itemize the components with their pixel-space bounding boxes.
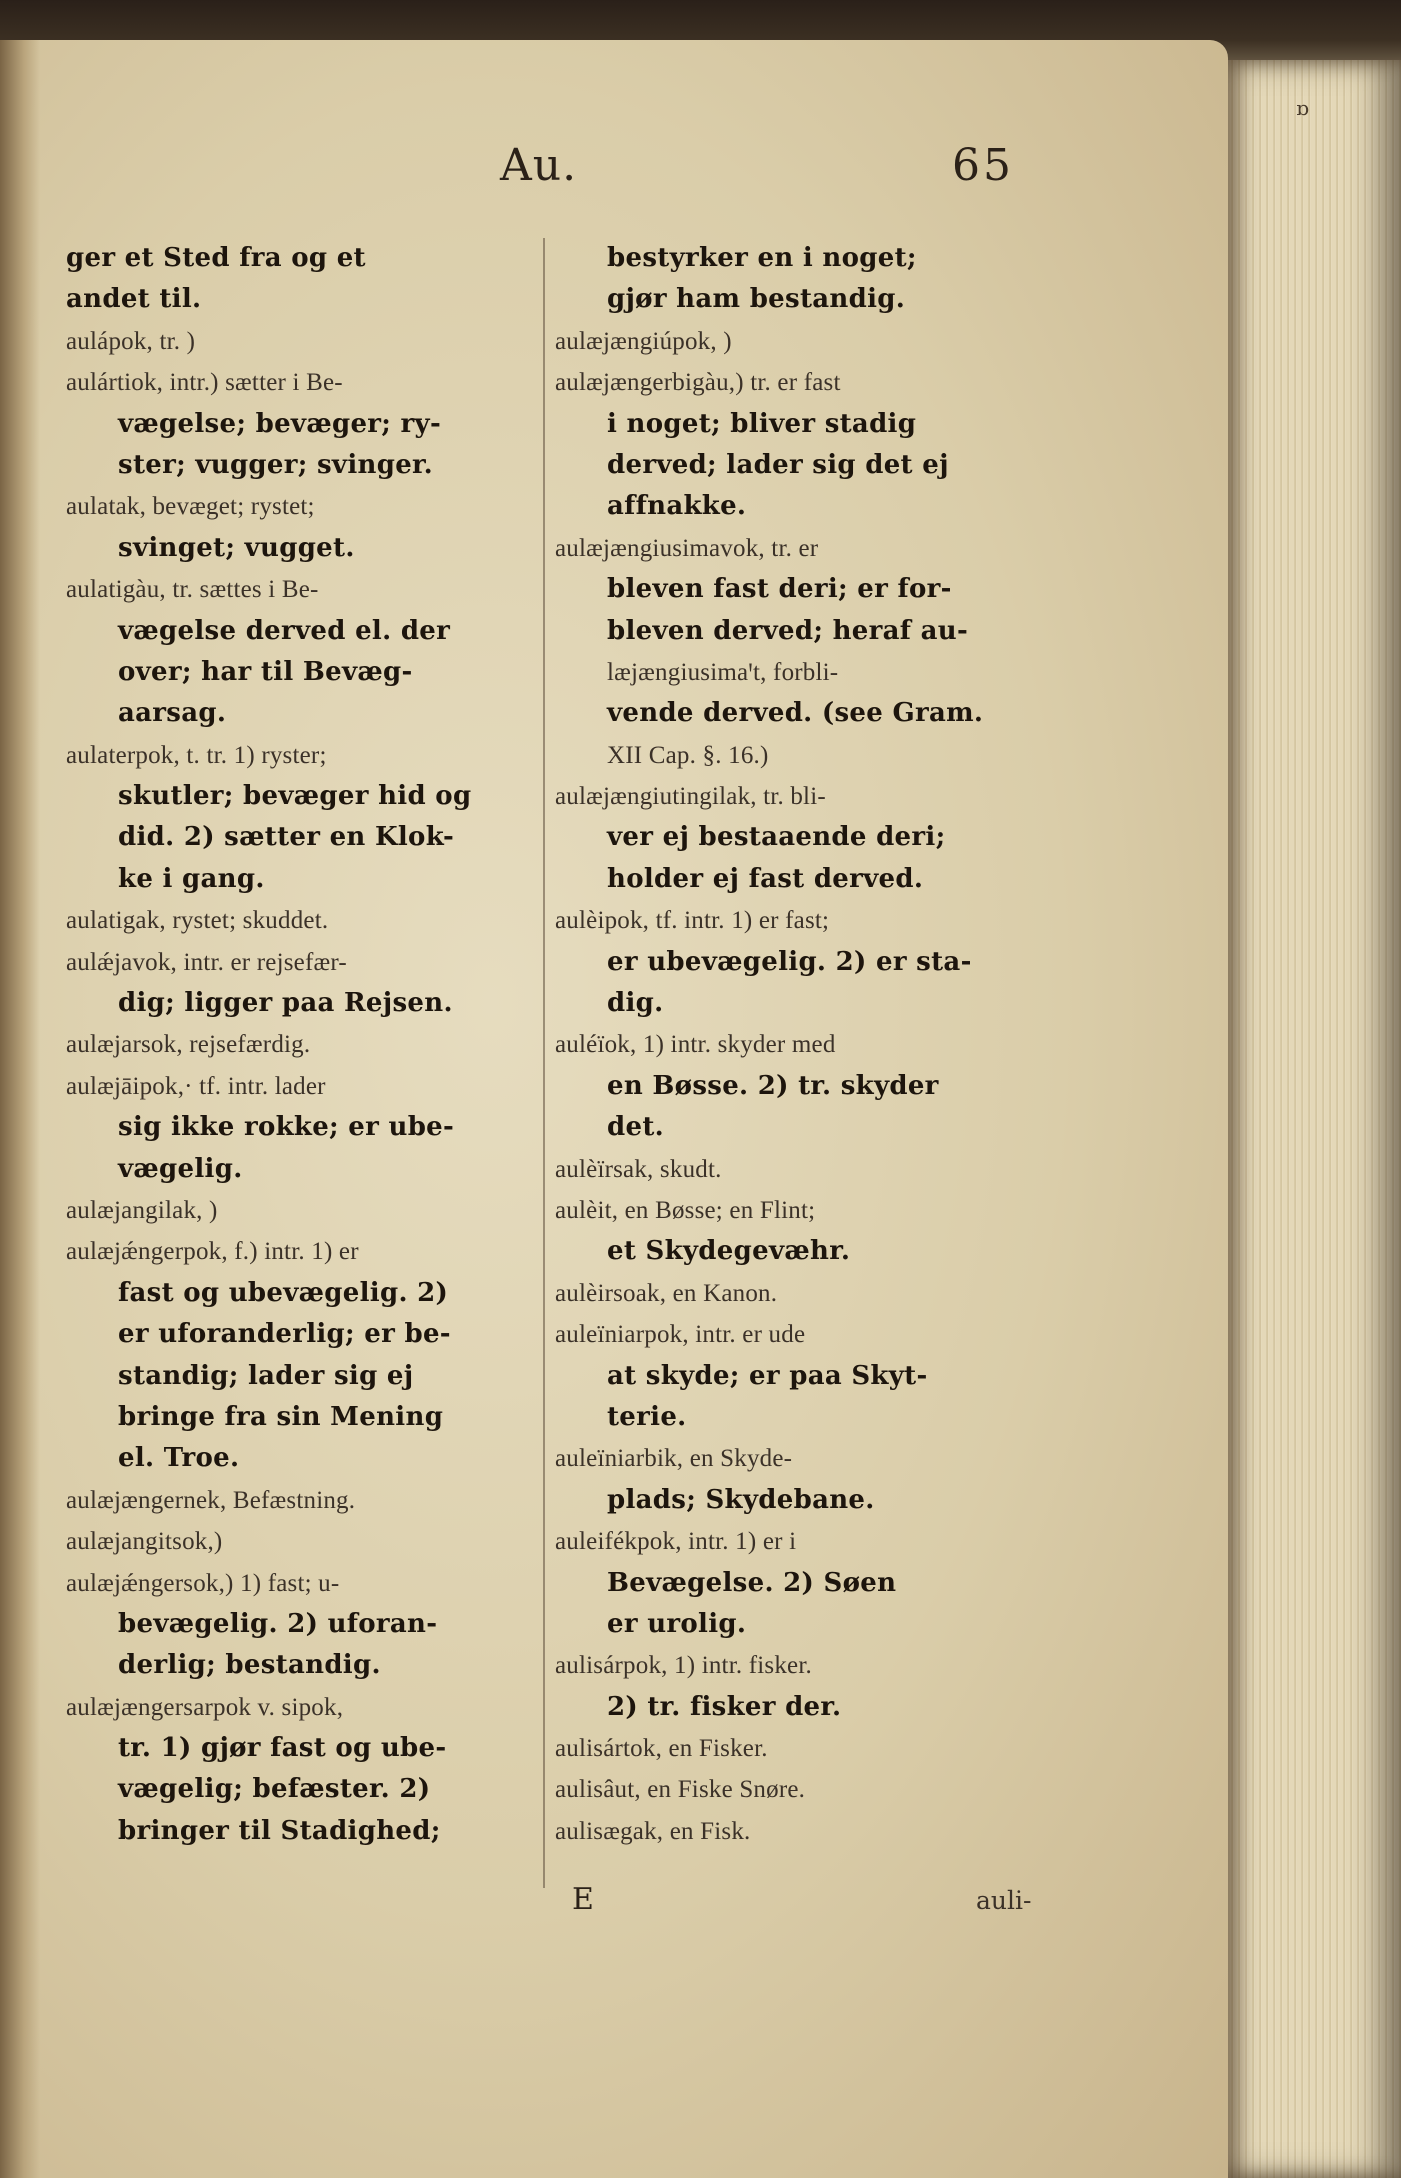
entry-definition-line: vægelig; befæster. 2)	[118, 1774, 431, 1805]
left-column	[66, 238, 538, 1852]
entry-headword-line: aulæjængernek, Befæstning.	[66, 1486, 356, 1514]
entry-definition-line: i noget; bliver stadig	[607, 408, 917, 439]
entry-headword-line: aulisárpok, 1) intr. fisker.	[555, 1652, 812, 1680]
entry-headword-line: aulatigàu, tr. sættes i Be-	[66, 576, 319, 604]
entry-definition-line: vægelig.	[118, 1153, 243, 1184]
entry-definition-line: derved; lader sig det ej	[607, 449, 949, 480]
right-column	[555, 238, 1055, 1852]
entry-definition-line: did. 2) sætter en Klok-	[118, 822, 455, 853]
entry-definition-line: det.	[607, 1112, 664, 1143]
edge-mark: ɒ	[1296, 96, 1309, 120]
entry-headword-line: aulæjǽngerpok, f.) intr. 1) er	[66, 1238, 359, 1266]
entry-definition-line: el. Troe.	[118, 1443, 240, 1474]
page-edges	[1228, 60, 1401, 2178]
entry-headword-line: aulèit, en Bøsse; en Flint;	[555, 1196, 816, 1224]
page-gutter	[0, 40, 40, 2178]
entry-headword-line: aulǽjavok, intr. er rejsefær-	[66, 948, 347, 976]
column-divider	[543, 238, 545, 1888]
entry-headword-line: aulæjængerbigàu,) tr. er fast	[555, 369, 841, 397]
entry-definition-line: bringer til Stadighed;	[118, 1815, 441, 1846]
entry-definition-line: bleven derved; heraf au-	[607, 615, 969, 646]
entry-headword-line: auléïok, 1) intr. skyder med	[555, 1031, 836, 1059]
entry-definition-line: tr. 1) gjør fast og ube-	[118, 1733, 447, 1764]
entry-definition-line: plads; Skydebane.	[607, 1484, 875, 1515]
entry-definition-line: skutler; bevæger hid og	[118, 781, 472, 812]
entry-headword-line: auleifékpok, intr. 1) er i	[555, 1528, 797, 1556]
entry-definition-line: aarsag.	[118, 698, 227, 729]
entry-definition-line: at skyde; er paa Skyt-	[607, 1360, 928, 1391]
entry-definition-line: standig; lader sig ej	[118, 1360, 414, 1391]
entry-headword-line: aulæjængersarpok v. sipok,	[66, 1693, 344, 1721]
entry-definition-line: vægelse derved el. der	[118, 615, 451, 646]
entry-headword-line: læjængiusimaꞌt, forbli-	[607, 658, 839, 686]
entry-headword-line: XII Cap. §. 16.)	[607, 741, 769, 769]
entry-definition-line: bleven fast deri; er for-	[607, 574, 952, 605]
running-head: Au.	[500, 140, 578, 191]
entry-headword-line: aulisægak, en Fisk.	[555, 1817, 751, 1845]
entry-definition-line: er urolig.	[607, 1608, 747, 1639]
entry-headword-line: aulæjængiúpok, )	[555, 327, 732, 355]
entry-headword-line: aulæjāipok,· tf. intr. lader	[66, 1072, 326, 1100]
entry-definition-line: en Bøsse. 2) tr. skyder	[607, 1070, 939, 1101]
entry-headword-line: auleïniarbik, en Skyde-	[555, 1445, 793, 1473]
entry-headword-line: aulártiok, intr.) sætter i Be-	[66, 369, 343, 397]
entry-headword-line: auleïniarpok, intr. er ude	[555, 1321, 806, 1349]
entry-headword-line: aulæjǽngersok,) 1) fast; u-	[66, 1569, 340, 1597]
entry-headword-line: aulèirsoak, en Kanon.	[555, 1279, 778, 1307]
entry-headword-line: aulaterpok, t. tr. 1) ryster;	[66, 741, 327, 769]
entry-headword-line: aulatigak, rystet; skuddet.	[66, 907, 329, 935]
entry-definition-line: over; har til Bevæg-	[118, 656, 413, 687]
entry-definition-line: 2) tr. fisker der.	[607, 1691, 842, 1722]
entry-headword-line: aulèipok, tf. intr. 1) er fast;	[555, 907, 830, 935]
entry-definition-line: terie.	[607, 1401, 687, 1432]
entry-definition-line: er ubevægelig. 2) er sta-	[607, 946, 972, 977]
entry-headword-line: aulèïrsak, skudt.	[555, 1155, 722, 1183]
entry-definition-line: holder ej fast derved.	[607, 863, 924, 894]
entry-definition-line: bevægelig. 2) uforan-	[118, 1608, 438, 1639]
entry-definition-line: er uforanderlig; er be-	[118, 1319, 451, 1350]
entry-definition-line: ke i gang.	[118, 863, 265, 894]
entry-definition-line: vægelse; bevæger; ry-	[118, 408, 442, 439]
entry-headword-line: aulisártok, en Fisker.	[555, 1735, 768, 1763]
entry-definition-line: svinget; vugget.	[118, 532, 355, 563]
entry-definition-line: gjør ham bestandig.	[607, 284, 906, 315]
entry-headword-line: aulæjængiusimavok, tr. er	[555, 534, 819, 562]
entry-definition-line: Bevægelse. 2) Søen	[607, 1567, 897, 1598]
entry-headword-line: aulæjængiutingilak, tr. bli-	[555, 783, 826, 811]
entry-headword-line: aulisâut, en Fiske Snøre.	[555, 1776, 806, 1804]
entry-headword-line: aulæjangitsok,)	[66, 1528, 223, 1556]
entry-definition-line: andet til.	[66, 284, 202, 315]
entry-headword-line: aulæjangilak, )	[66, 1196, 218, 1224]
page-number: 65	[952, 140, 1014, 191]
entry-headword-line: aulatak, bevæget; rystet;	[66, 493, 315, 521]
entry-definition-line: fast og ubevægelig. 2)	[118, 1277, 449, 1308]
entry-definition-line: sig ikke rokke; er ube-	[118, 1112, 455, 1143]
signature-mark: E	[572, 1882, 594, 1917]
entry-definition-line: ster; vugger; svinger.	[118, 449, 434, 480]
entry-definition-line: bringe fra sin Mening	[118, 1401, 444, 1432]
entry-definition-line: affnakke.	[607, 491, 747, 522]
entry-definition-line: derlig; bestandig.	[118, 1650, 381, 1681]
catchword: auli-	[976, 1886, 1032, 1915]
entry-headword-line: aulápok, tr. )	[66, 327, 196, 355]
entry-definition-line: bestyrker en i noget;	[607, 243, 917, 273]
entry-definition-line: ver ej bestaaende deri;	[607, 822, 946, 853]
entry-headword-line: aulæjarsok, rejsefærdig.	[66, 1031, 311, 1059]
entry-definition-line: et Skydegevæhr.	[607, 1236, 851, 1267]
entry-definition-line: dig; ligger paa Rejsen.	[118, 988, 453, 1019]
entry-definition-line: ger et Sted fra og et	[66, 243, 366, 273]
entry-definition-line: dig.	[607, 988, 664, 1019]
entry-definition-line: vende derved. (see Gram.	[607, 698, 984, 729]
